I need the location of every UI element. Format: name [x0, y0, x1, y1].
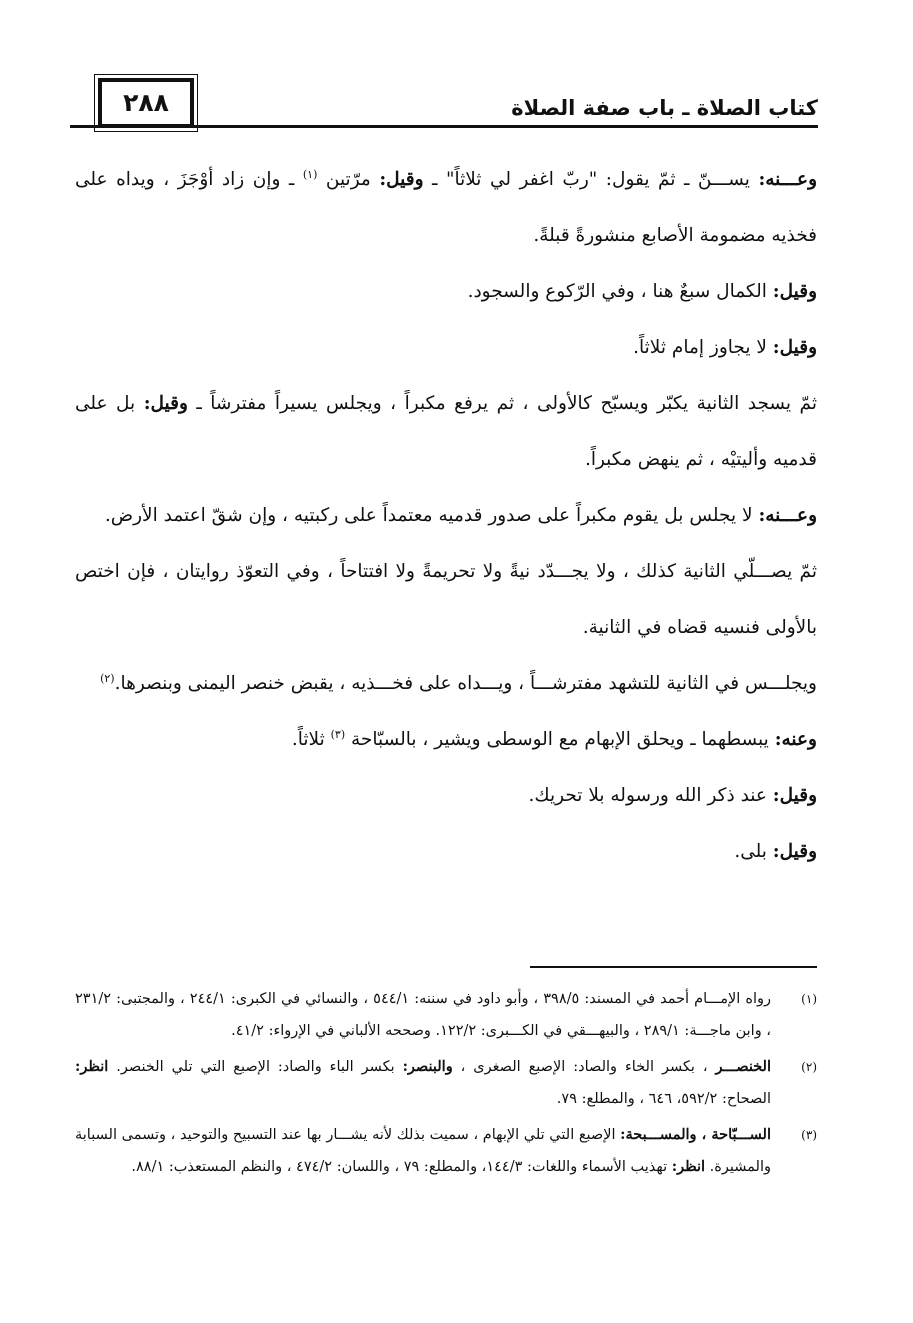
- footnote-separator: [530, 966, 817, 968]
- paragraph-text: لا يجلس بل يقوم مكبراً على صدور قدميه معتمداً على ركبتيه ، وإن شقّ اعتمد الأرض.: [104, 505, 759, 526]
- paragraph-text: ثلاثاً.: [291, 729, 331, 750]
- footnote: [75, 1119, 817, 1183]
- footnote-text: رواه الإمـــام أحمد في المسند: ٣٩٨/٥ ، وأبو داود في سننه: ٥٤٤/١ ، والنسائي في الكبرى: ٢٤٤/١ ، والمجتبى: ٢٣١/٢ ، وابن ماجـــة: ٢٨٩/١ ، والبيهـــقي في الكـــبرى: ١٢٢/٢. وصححه الألباني في الإرواء: ٤١/٢.: [75, 991, 772, 1039]
- footnote-term: الســـبّاحة ، والمســـبحة:: [620, 1126, 771, 1143]
- paragraph-lead: وعـــنه:: [758, 505, 817, 526]
- paragraph-text: ثمّ يسجد الثانية يكبّر ويسبّح كالأولى ، ثم يرفع مكبراً ، ويجلس يسيراً مفترشاً ـ: [187, 393, 817, 414]
- paragraph-text: ويجلـــس في الثانية للتشهد مفترشـــاً ، ويـــداه على فخـــذيه ، يقبض خنصر اليمنى وبنصرها.: [114, 673, 817, 694]
- paragraph-lead: وقيل:: [379, 169, 424, 190]
- paragraph: [75, 376, 817, 488]
- paragraph: [75, 264, 817, 320]
- paragraph-text: الكمال سبعٌ هنا ، وفي الرّكوع والسجود.: [467, 281, 773, 302]
- paragraph-text: يســـنّ ـ ثمّ يقول: "ربّ اغفر لي ثلاثاً" ـ: [423, 169, 759, 190]
- paragraph-lead: وقيل:: [772, 281, 817, 302]
- footnote-text: بكسر الباء والصاد: الإصبع التي تلي الخنصر.: [108, 1059, 403, 1075]
- paragraph-lead: وقيل:: [772, 785, 817, 806]
- paragraph: [75, 488, 817, 544]
- page-number: ٢٨٨: [98, 78, 194, 128]
- paragraph-text: ـ وإن زاد أوْجَزَ ، ويداه على فخذيه مضمومة الأصابع منشورةً قبلةً.: [75, 169, 817, 246]
- paragraph-lead: وقيل:: [772, 337, 817, 358]
- footnote-ref[interactable]: (١): [302, 167, 318, 181]
- paragraph-text: يبسطهما ـ ويحلق الإبهام مع الوسطى ويشير ، بالسبّاحة: [345, 729, 775, 750]
- footnote-number: (٢): [801, 1060, 817, 1074]
- paragraph-text: لا يجاوز إمام ثلاثاً.: [633, 337, 773, 358]
- paragraph-lead: وقيل:: [143, 393, 188, 414]
- paragraph-text: عند ذكر الله ورسوله بلا تحريك.: [528, 785, 773, 806]
- footnote-term: الخنصـــر: [715, 1058, 772, 1075]
- paragraph-text: بل على قدميه وأليتيْه ، ثم ينهض مكبراً.: [75, 393, 817, 470]
- footnote-term: والبنصر:: [402, 1058, 453, 1075]
- footnotes: [75, 983, 817, 1187]
- footnote-text: الإصبع التي تلي الإبهام ، سميت بذلك لأنه يشـــار بها عند التسبيح والتوحيد ، وتسمى السبابة والمشيرة.: [75, 1127, 771, 1175]
- page-header: [70, 72, 818, 132]
- footnote-text: الصحاح: ٥٩٢/٢، ٦٤٦ ، والمطلع: ٧٩.: [556, 1091, 771, 1107]
- paragraph-text: مرّتين: [317, 169, 380, 190]
- paragraph-lead: وعنه:: [774, 729, 817, 750]
- paragraph: [75, 824, 817, 880]
- paragraph: [75, 768, 817, 824]
- chapter-title: كتاب الصلاة ـ باب صفة الصلاة: [505, 94, 818, 122]
- paragraph-lead: وقيل:: [772, 841, 817, 862]
- paragraph: [75, 544, 817, 656]
- footnote-see: انظر:: [75, 1058, 109, 1075]
- footnote-ref[interactable]: (٢): [100, 671, 115, 685]
- footnote-ref[interactable]: (٣): [330, 727, 346, 741]
- footnote-see: انظر:: [671, 1158, 706, 1175]
- footnote-number: (٣): [801, 1128, 817, 1142]
- paragraph: [75, 320, 817, 376]
- paragraph-lead: وعـــنه:: [758, 169, 817, 190]
- footnote-text: تهذيب الأسماء واللغات: ١٤٤/٣، والمطلع: ٧٩ ، واللسان: ٤٧٤/٢ ، والنظم المستعذب: ٨٨/١.: [131, 1159, 672, 1175]
- footnote: [75, 983, 817, 1047]
- footnote-number: (١): [801, 992, 817, 1006]
- main-text: [75, 152, 817, 880]
- footnote: [75, 1051, 817, 1115]
- paragraph: [75, 712, 817, 768]
- paragraph-text: ثمّ يصـــلّي الثانية كذلك ، ولا يجـــدّد نيةً ولا تحريمةً ولا افتتاحاً ، وفي التعوّذ روايتان ، فإن اختص بالأولى فنسيه قضاه في الثانية.: [75, 561, 817, 638]
- paragraph-text: بلى.: [734, 841, 773, 862]
- footnote-text: ، بكسر الخاء والصاد: الإصبع الصغرى ،: [452, 1059, 716, 1075]
- paragraph: [75, 656, 817, 712]
- paragraph: [75, 152, 817, 264]
